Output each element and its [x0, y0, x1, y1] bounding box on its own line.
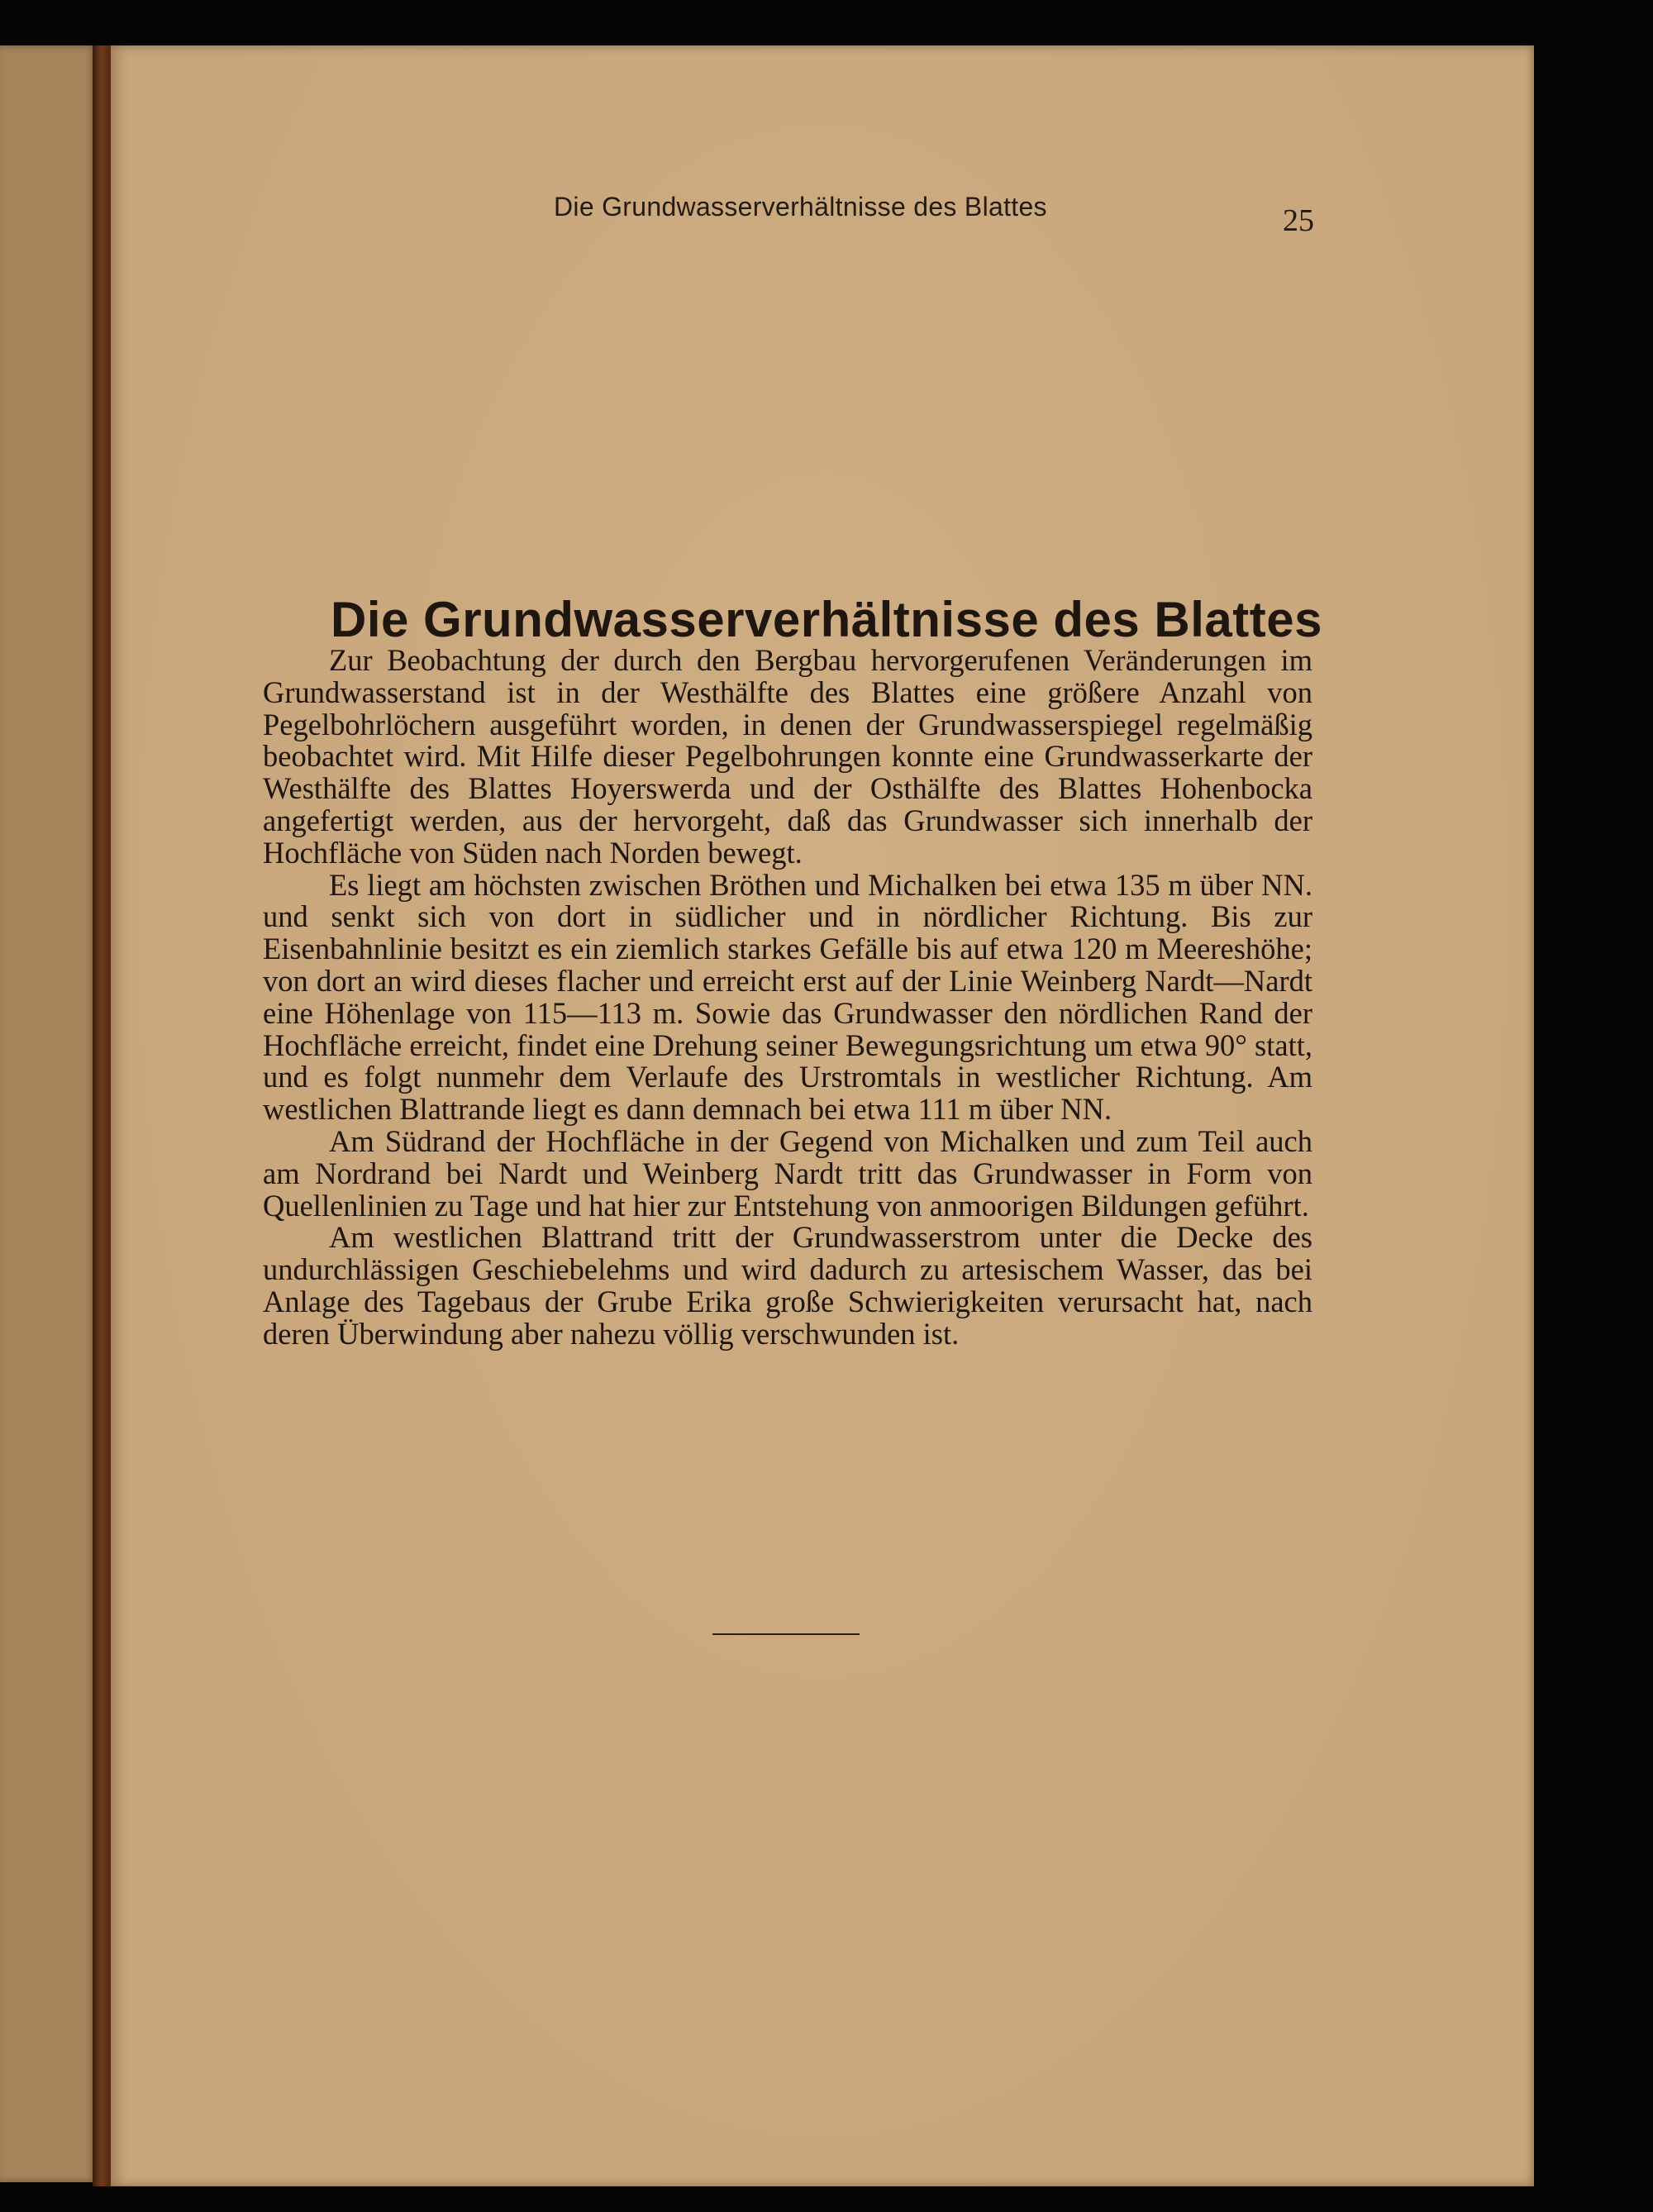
section-title: Die Grundwasserverhältnisse des Blattes	[331, 592, 1322, 648]
section-end-rule	[712, 1633, 860, 1635]
page-number: 25	[1283, 203, 1314, 238]
paragraph: Am westlichen Blattrand tritt der Grundwasserstrom unter die Decke des undurchlässigen Geschiebelehms und wird dadurch zu artesischem Wasser, das bei Anlage des Tagebaus der Grube Erika große Schwierigkeiten verursacht hat, nach deren Überwindung aber nahezu völlig verschwunden ist.	[263, 1220, 1312, 1351]
paragraph: Zur Beobachtung der durch den Bergbau hervorgerufenen Veränderungen im Grundwasserstand ist in der Westhälfte des Blattes eine größere Anzahl von Pegelbohrlöchern ausgeführt worden, in denen der Grundwasserspiegel regelmäßig beobachtet wird. Mit Hilfe dieser Pegelbohrungen konnte eine Grundwasserkarte der Westhälfte des Blattes Hoyerswerda und der Osthälfte des Blattes Hohenbocka angefertigt werden, aus der hervorgeht, daß das Grundwasser sich innerhalb der Hochfläche von Süden nach Norden bewegt.	[263, 643, 1312, 870]
running-head: Die Grundwasserverhältnisse des Blattes	[554, 192, 1047, 222]
paragraph: Es liegt am höchsten zwischen Bröthen und Michalken bei etwa 135 m über NN. und senkt sich von dort in südlicher und in nördlicher Richtung. Bis zur Eisenbahnlinie besitzt es ein ziemlich starkes Gefälle bis auf etwa 120 m Meereshöhe; von dort an wird dieses flacher und erreicht erst auf der Linie Weinberg Nardt—Nardt eine Höhenlage von 115—113 m. Sowie das Grundwasser den nördlichen Rand der Hochfläche erreicht, findet eine Drehung seiner Bewegungsrichtung um etwa 90° statt, und es folgt nunmehr dem Verlaufe des Urstromtals in westlicher Richtung. Am westlichen Blattrande liegt es dann demnach bei etwa 111 m über NN.	[263, 867, 1312, 1127]
body-text	[263, 645, 1312, 1351]
paragraph: Am Südrand der Hochfläche in der Gegend von Michalken und zum Teil auch am Nordrand bei Nardt und Weinberg Nardt tritt das Grundwasser in Form von Quellenlinien zu Tage und hat hier zur Entstehung von anmoorigen Bildungen geführt.	[263, 1123, 1312, 1223]
previous-page-edge	[0, 45, 98, 2182]
